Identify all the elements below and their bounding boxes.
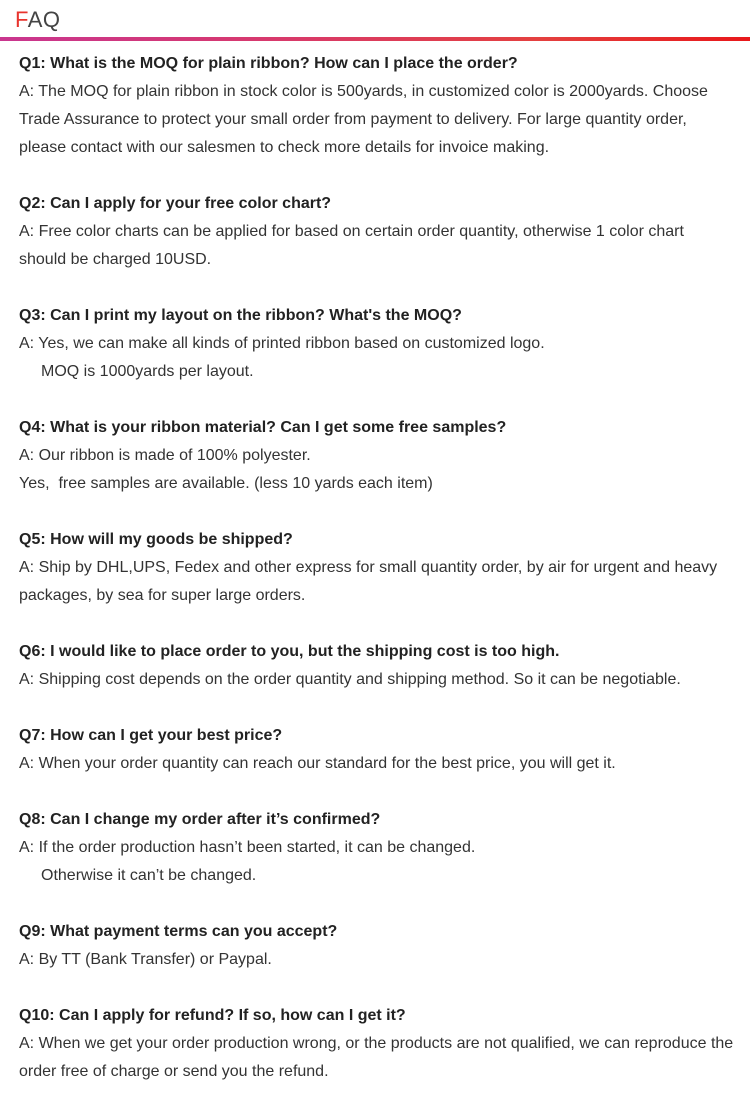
faq-question: Q4: What is your ribbon material? Can I get some free samples?	[19, 419, 507, 436]
header-divider	[0, 37, 750, 41]
faq-question: Q2: Can I apply for your free color chart?	[19, 195, 332, 212]
faq-question: Q5: How will my goods be shipped?	[19, 531, 293, 548]
faq-question: Q1: What is the MOQ for plain ribbon? How can I place the order?	[19, 55, 518, 72]
faq-item	[19, 638, 735, 694]
faq-answer-line: Otherwise it can’t be changed.	[41, 867, 257, 884]
faq-answer: A: Our ribbon is made of 100% polyester.	[19, 447, 311, 464]
faq-answer: A: By TT (Bank Transfer) or Paypal.	[19, 951, 272, 968]
faq-answer: A: Yes, we can make all kinds of printed ribbon based on customized logo.	[19, 335, 545, 352]
faq-question: Q3: Can I print my layout on the ribbon? What's the MOQ?	[19, 307, 462, 324]
faq-item	[19, 806, 735, 890]
faq-question: Q9: What payment terms can you accept?	[19, 923, 338, 940]
faq-item	[19, 50, 735, 162]
faq-answer: A: When we get your order production wrong, or the products are not qualified, we can reproduce the order free of charge or send you the refund.	[19, 1035, 734, 1080]
faq-item	[19, 526, 735, 610]
faq-answer: A: When your order quantity can reach our standard for the best price, you will get it.	[19, 755, 616, 772]
faq-item	[19, 414, 735, 498]
faq-answer: A: Ship by DHL,UPS, Fedex and other express for small quantity order, by air for urgent and heavy packages, by sea for super large orders.	[19, 559, 718, 604]
faq-answer: A: Free color charts can be applied for based on certain order quantity, otherwise 1 color chart should be charged 10USD.	[19, 223, 684, 268]
faq-answer: A: If the order production hasn’t been started, it can be changed.	[19, 839, 476, 856]
faq-answer-line: MOQ is 1000yards per layout.	[41, 363, 254, 380]
faq-header	[0, 0, 750, 42]
faq-item	[19, 1002, 735, 1086]
faq-question: Q10: Can I apply for refund? If so, how can I get it?	[19, 1007, 406, 1024]
faq-item	[19, 918, 735, 974]
faq-item	[19, 302, 735, 386]
faq-list	[19, 50, 735, 1114]
faq-item	[19, 190, 735, 274]
faq-answer: A: Shipping cost depends on the order quantity and shipping method. So it can be negotiable.	[19, 671, 681, 688]
page-title-rest: AQ	[27, 7, 61, 32]
faq-answer-line: Yes, free samples are available. (less 10 yards each item)	[19, 475, 433, 492]
faq-question: Q8: Can I change my order after it’s confirmed?	[19, 811, 381, 828]
page-title-first-letter: F	[15, 7, 28, 32]
faq-answer: A: The MOQ for plain ribbon in stock color is 500yards, in customized color is 2000yards. Choose Trade Assurance to protect your small order from payment to delivery. For large quantity order, please contact with our salesmen to check more details for invoice making.	[19, 83, 708, 156]
faq-item	[19, 722, 735, 778]
faq-question: Q6: I would like to place order to you, but the shipping cost is too high.	[19, 643, 560, 660]
page-title	[15, 7, 61, 33]
faq-question: Q7: How can I get your best price?	[19, 727, 283, 744]
